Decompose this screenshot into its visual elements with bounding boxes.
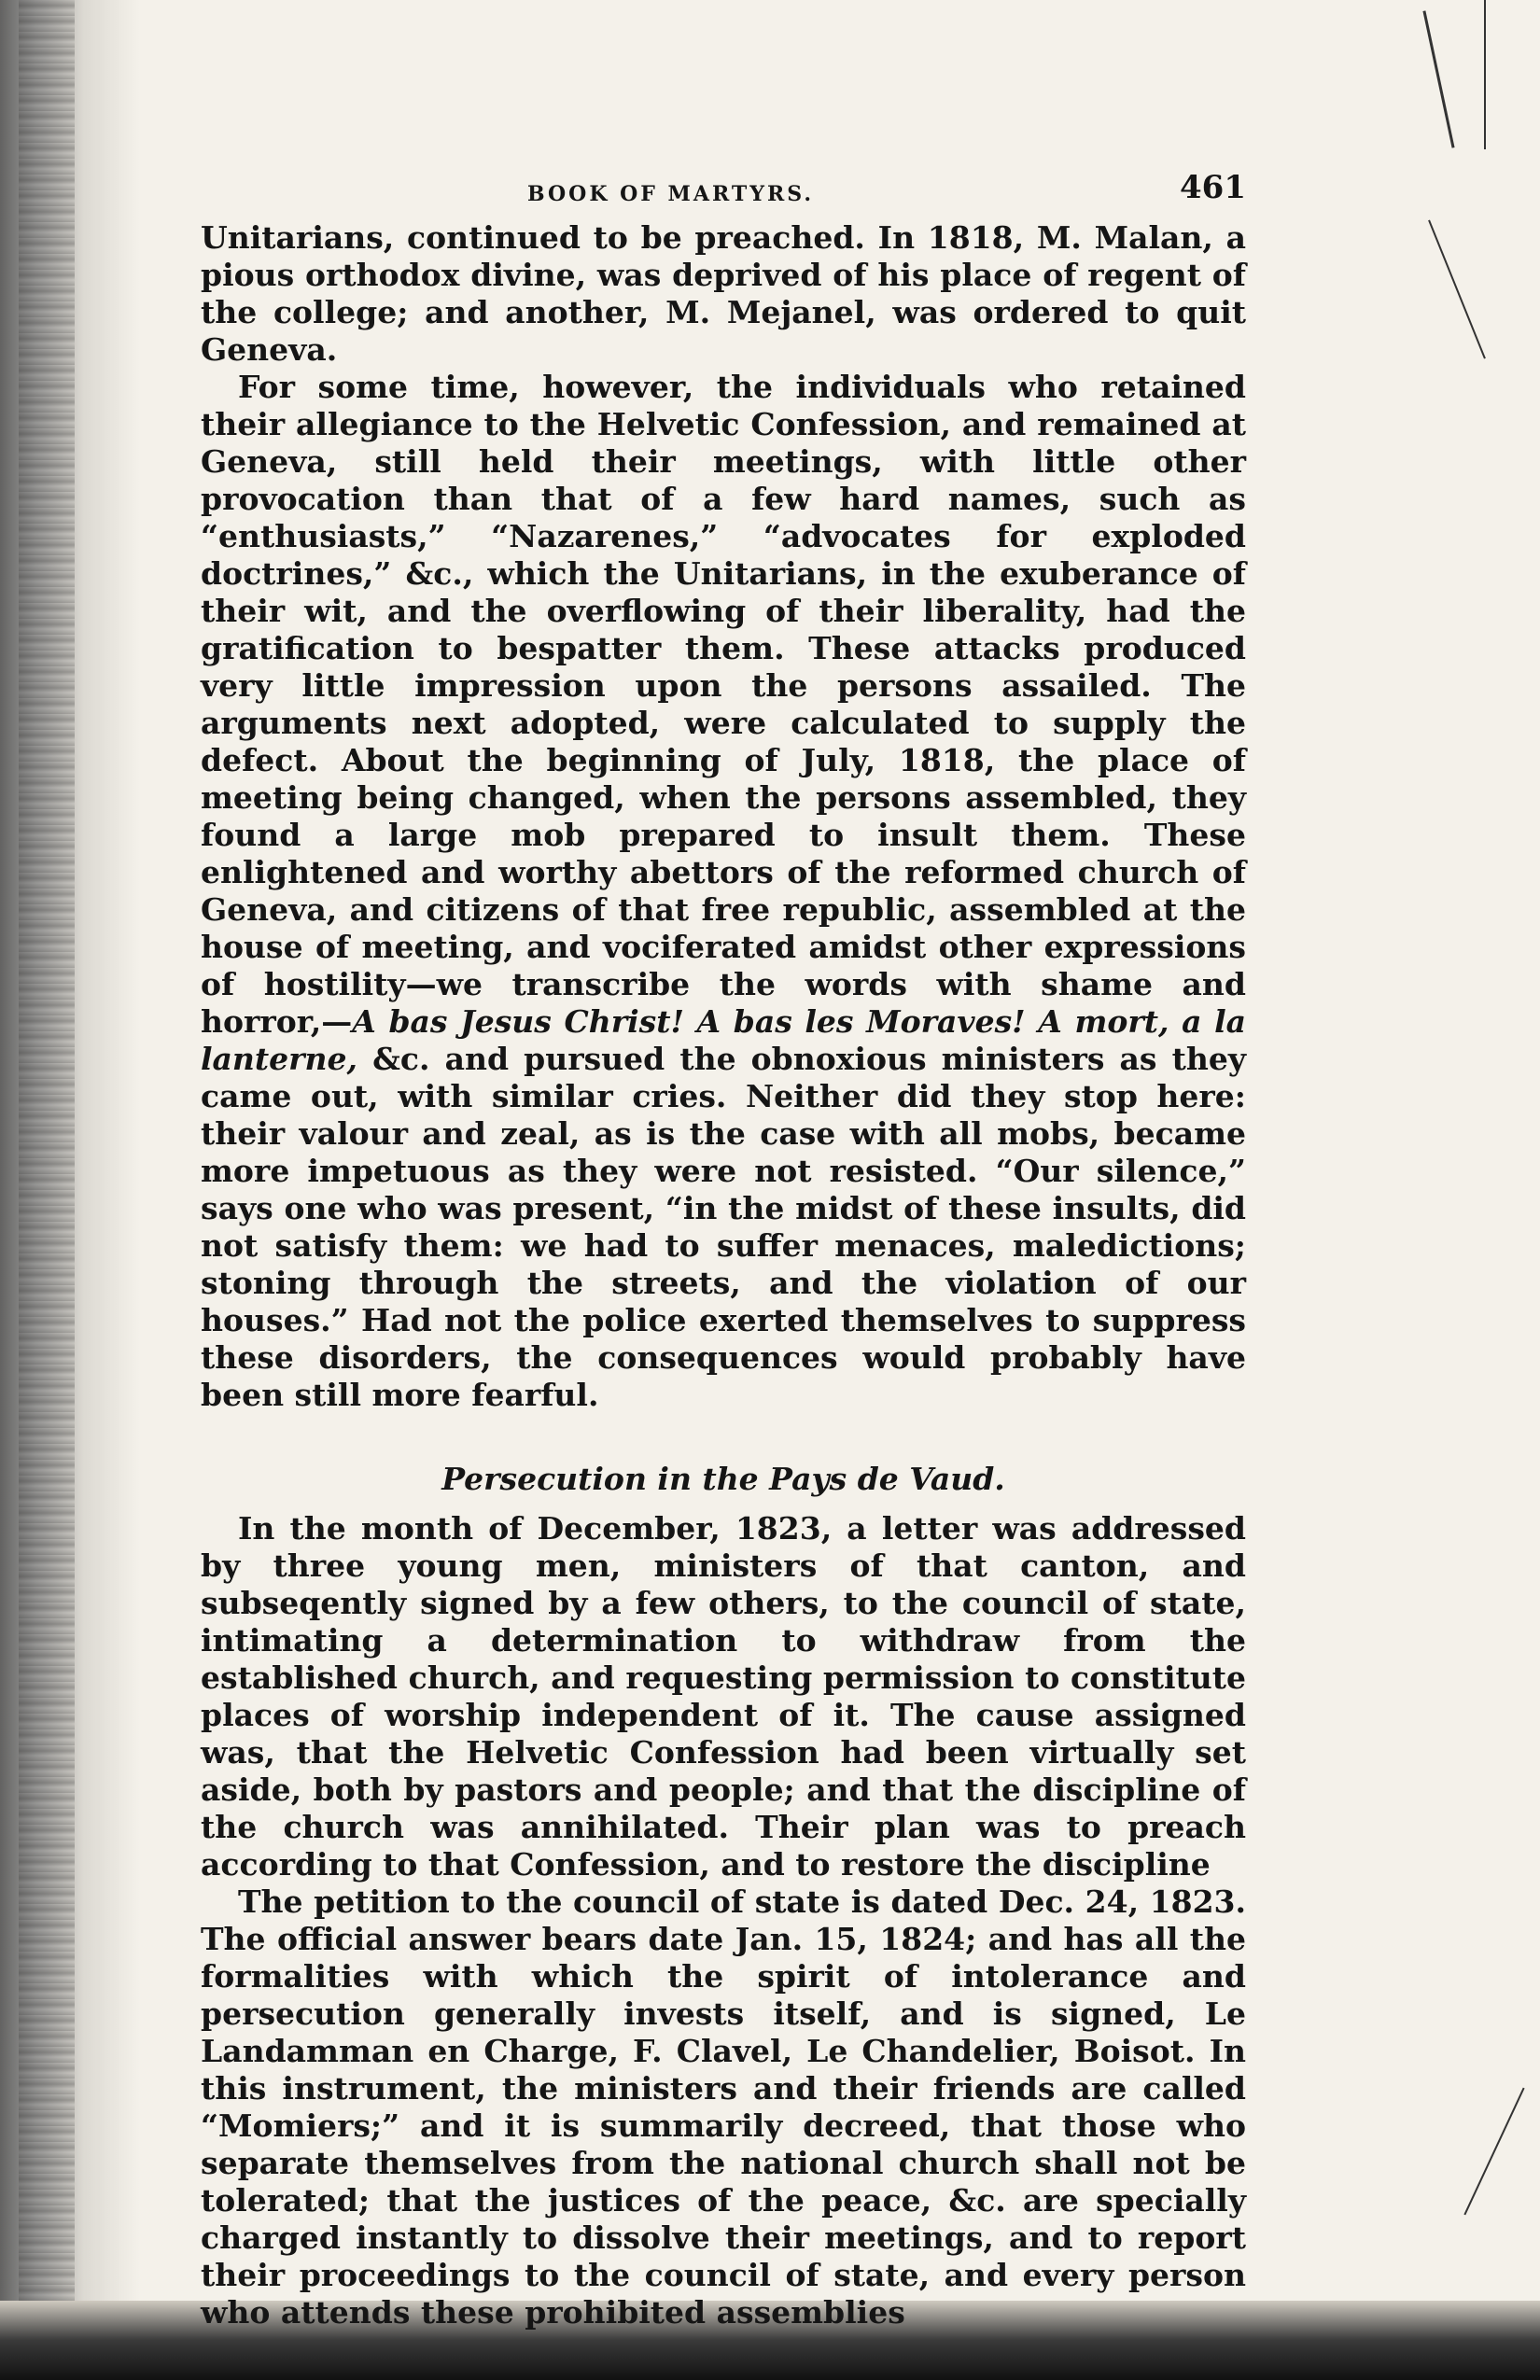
running-title: BOOK OF MARTYRS. [527,182,814,206]
scan-mark-right [1484,0,1486,149]
scan-mark-bottom-right [1463,2088,1524,2216]
page-number: 461 [1180,169,1246,206]
scan-mark-top-right [1422,10,1454,147]
paragraph-2-french-cries: A bas Jesus Christ! A bas les Moraves! A mort, a la lanterne, [201,1003,1246,1077]
page-header [201,163,1246,219]
paragraph-2 [201,369,1246,1414]
scan-mark-diagonal [1428,219,1486,358]
book-page [201,163,1246,2331]
paragraph-4: The petition to the council of state is dated Dec. 24, 1823. The official answer bears date Jan. 15, 1824; and has all the formalities with which the spirit of intolerance and persecution generally invests itself, and is signed, Le Landamman en Charge, F. Clavel, Le Chandelier, Boisot. In this instrument, the ministers and their friends are called “Momiers;” and it is summarily decreed, that those who separate themselves from the national church shall not be tolerated; that the justices of the peace, &c. are specially charged instantly to dissolve their meetings, and to report their proceedings to the council of state, and every person who attends these prohibited assemblies [201,1883,1246,2331]
scan-left-edge-shadow [0,0,140,2380]
paragraph-1: Unitarians, continued to be preached. In 1818, M. Malan, a pious orthodox divine, was deprived of his place of regent of the college; and another, M. Mejanel, was ordered to quit Geneva. [201,219,1246,368]
paragraph-2-text: For some time, however, the individuals who retained their allegiance to the Helvetic Confession, and remained at Geneva, still held their meetings, with little other provocation than that of a few hard names, such as “enthusiasts,” “Nazarenes,” “advocates for exploded doctrines,” &c., which the Unitarians, in the exuberance of their wit, and the overflowing of their liberality, had the gratification to bespatter them. These attacks produced very little impression upon the persons assailed. The arguments next adopted, were calculated to supply the defect. About the beginning of July, 1818, the place of meeting being changed, when the persons assembled, they found a large mob prepared to insult them. These enlightened and worthy abettors of the reformed church of Geneva, and citizens of that free republic, assembled at the house of meeting, and vociferated amidst other expressions of hostility—we transcribe the words with shame and horror,— [201,369,1246,1040]
paragraph-2-end: &c. and pursued the obnoxious ministers as they came out, with similar cries. Neither did they stop here: their valour and zeal, as is the case with all mobs, became more impetuous as they were not resisted. “Our silence,” says one who was present, “in the midst of these insults, did not satisfy them: we had to suffer menaces, maledictions; stoning through the streets, and the violation of our houses.” Had not the police exerted themselves to suppress these disorders, the consequences would probably have been still more fearful. [201,1041,1246,1413]
paragraph-3: In the month of December, 1823, a letter was addressed by three young men, ministers of that canton, and subseqently signed by a few others, to the council of state, intimating a determination to withdraw from the established church, and requesting permission to constitute places of worship independent of it. The cause assigned was, that the Helvetic Confession had been virtually set aside, both by pastors and people; and that the discipline of the church was annihilated. Their plan was to preach according to that Confession, and to restore the discipline [201,1510,1246,1883]
section-heading: Persecution in the Pays de Vaud. [441,1461,1005,1497]
